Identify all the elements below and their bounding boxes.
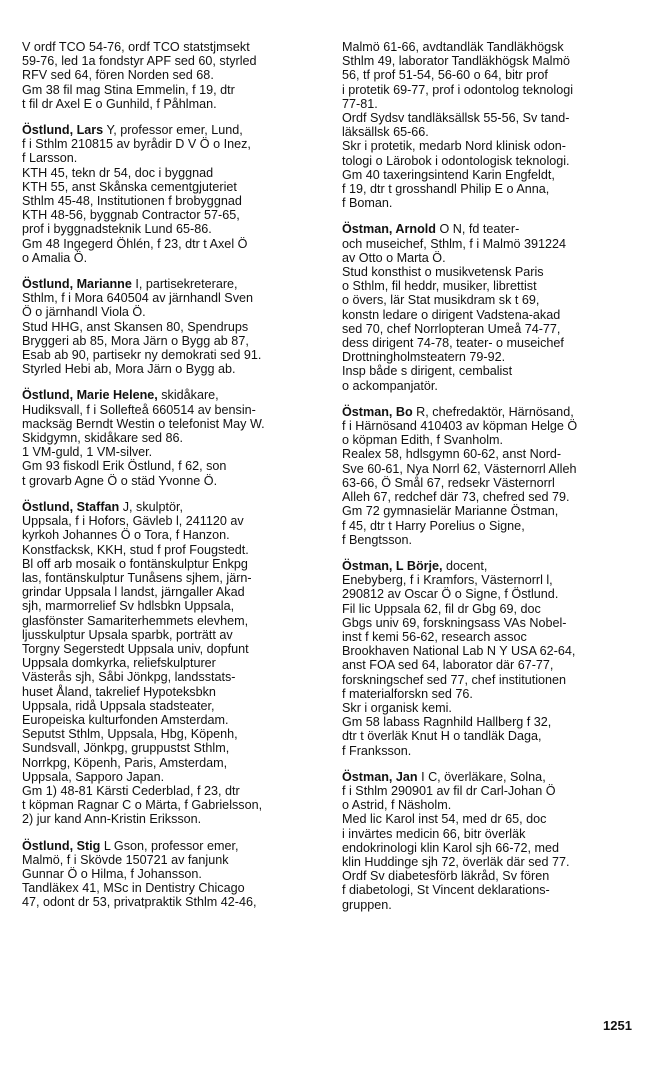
entry-line: Drottningholmsteatern 79-92.: [342, 350, 506, 365]
entry-line: Malmö, f i Skövde 150721 av fanjunk: [22, 852, 229, 867]
entry-text: R, chefredaktör, Härnösand,: [412, 404, 574, 419]
entry-line: f Franksson.: [342, 743, 412, 758]
biography-entry: [22, 388, 334, 487]
entry-line: Gm 93 fiskodl Erik Östlund, f 62, son: [22, 459, 227, 474]
entry-line: f i Sthlm 210815 av byrådir D V Ö o Inez,: [22, 137, 251, 152]
entry-line: Seputst Sthlm, Uppsala, Hbg, Köpenh,: [22, 727, 238, 742]
entry-line: o Astrid, f Näsholm.: [342, 798, 452, 813]
biography-entry: [342, 405, 654, 547]
biography-entry: [22, 839, 334, 910]
entry-line: Esab ab 90, partisekr ny demokrati sed 91.: [22, 348, 262, 363]
person-name: Östman, Bo: [342, 404, 413, 419]
entry-line: gruppen.: [342, 897, 392, 912]
page-number: 1251: [603, 1018, 632, 1033]
entry-line: f Boman.: [342, 196, 393, 211]
entry-line: Bryggeri ab 85, Mora Järn o Bygg ab 87,: [22, 333, 249, 348]
person-name: Östlund, Lars: [22, 123, 104, 138]
entry-line: [22, 277, 334, 291]
entry-line: 2) jur kand Ann-Kristin Eriksson.: [22, 812, 202, 827]
entry-line: forskningschef sed 77, chef institutionen: [342, 672, 567, 687]
entry-line: [22, 839, 334, 853]
entry-line: Gbgs univ 69, forskningsass VAs Nobel-: [342, 615, 567, 630]
entry-line: KTH 48-56, byggnab Contractor 57-65,: [22, 208, 240, 223]
entry-line: Torgny Segerstedt Uppsala univ, dopfunt: [22, 641, 249, 656]
entry-line: i protetik 69-77, prof i odontolog teknologi: [342, 82, 574, 97]
entry-line: Styrled Hebi ab, Mora Järn o Bygg ab.: [22, 362, 236, 377]
entry-line: prof i byggnadsteknik Lund 65-86.: [22, 222, 212, 237]
biography-entry: [22, 123, 334, 265]
entry-line: 47, odont dr 53, privatpraktik Sthlm 42-46,: [22, 895, 257, 910]
entry-line: Insp både s dirigent, cembalist: [342, 364, 513, 379]
entry-line: f i Härnösand 410403 av köpman Helge Ö: [342, 419, 578, 434]
entry-line: anst FOA sed 64, laborator där 67-77,: [342, 658, 554, 673]
entry-line: läksällsk 65-66.: [342, 125, 429, 140]
biography-entry: [342, 770, 654, 912]
entry-text: L Gson, professor emer,: [100, 838, 239, 853]
entry-line: o Sthlm, fil heddr, musiker, librettist: [342, 279, 537, 294]
entry-line: [342, 405, 654, 419]
entry-line: Realex 58, hdlsgymn 60-62, anst Nord-: [342, 447, 562, 462]
person-name: Östman, L Börje,: [342, 558, 443, 573]
entry-line: konstn ledare o dirigent Vadstena-akad: [342, 307, 561, 322]
entry-line: kyrkoh Johannes Ö o Tora, f Hanzon.: [22, 528, 230, 543]
entry-line: sed 70, chef Norrlopteran Umeå 74-77,: [342, 321, 561, 336]
person-name: Östlund, Marianne: [22, 277, 132, 292]
person-name: Östlund, Staffan: [22, 499, 120, 514]
entry-line: Europeiska kulturfonden Amsterdam.: [22, 712, 229, 727]
entry-line: Norrkpg, Köpenh, Paris, Amsterdam,: [22, 755, 228, 770]
entry-line: huset Åland, takrelief Hypoteksbkn: [22, 684, 216, 699]
entry-line: Sundsvall, Jönkpg, gruppustst Sthlm,: [22, 741, 230, 756]
entry-line: Gm 72 gymnasielär Marianne Östman,: [342, 504, 559, 519]
entry-line: [22, 123, 334, 137]
entry-line: klin Huddinge sjh 72, överläk där sed 77.: [342, 854, 570, 869]
entry-line: endokrinologi klin Karol sjh 66-72, med: [342, 840, 560, 855]
entry-line: o Amalia Ö.: [22, 250, 88, 265]
entry-line: dtr t överläk Knut H o tandläk Daga,: [342, 729, 542, 744]
person-name: Östman, Jan: [342, 769, 418, 784]
entry-line: o ackompanjatör.: [342, 378, 438, 393]
entry-line: f 19, dtr t grosshandl Philip E o Anna,: [342, 182, 550, 197]
entry-line: Fil lic Uppsala 62, fil dr Gbg 69, doc: [342, 601, 541, 616]
entry-line: av Otto o Marta Ö.: [342, 250, 446, 265]
person-name: Östlund, Marie Helene,: [22, 388, 158, 403]
entry-line: o köpman Edith, f Svanholm.: [342, 433, 504, 448]
entry-line: Ordf Sv diabetesförb läkråd, Sv fören: [342, 869, 550, 884]
entry-line: Gm 1) 48-81 Kärsti Cederblad, f 23, dtr: [22, 783, 240, 798]
entry-line: Sthlm 49, laborator Tandläkhögsk Malmö: [342, 54, 570, 69]
entry-text: skidåkare,: [157, 388, 219, 403]
biography-entry: [22, 277, 334, 376]
entry-line: 59-76, led 1a fondstyr APF sed 60, styrled: [22, 54, 257, 69]
entry-line: Konstfacksk, KKH, stud f prof Fougstedt.: [22, 542, 249, 557]
entry-line: Gm 38 fil mag Stina Emmelin, f 19, dtr: [22, 82, 235, 97]
entry-line: Med lic Karol inst 54, med dr 65, doc: [342, 812, 547, 827]
right-column: [342, 40, 654, 924]
entry-line: Uppsala, f i Hofors, Gävleb l, 241120 av: [22, 514, 244, 529]
entry-line: Uppsala, ridå Uppsala stadsteater,: [22, 698, 215, 713]
entry-line: t grovarb Agne Ö o städ Yvonne Ö.: [22, 473, 218, 488]
entry-line: [22, 500, 334, 514]
biography-entry: [22, 500, 334, 827]
entry-line: t fil dr Axel E o Gunhild, f Påhlman.: [22, 96, 217, 111]
entry-line: 77-81.: [342, 96, 378, 111]
entry-line: sjh, marmorrelief Sv hdlsbkn Uppsala,: [22, 599, 235, 614]
entry-line: Sthlm 45-48, Institutionen f brobyggnad: [22, 194, 242, 209]
entry-line: Sthlm, f i Mora 640504 av järnhandl Sven: [22, 291, 254, 306]
entry-line: o övers, lär Stat musikdram sk t 69,: [342, 293, 540, 308]
entry-line: Gm 40 taxeringsintend Karin Engfeldt,: [342, 167, 555, 182]
entry-line: Enebyberg, f i Kramfors, Västernorrl l,: [342, 573, 553, 588]
entry-line: Stud HHG, anst Skansen 80, Spendrups: [22, 319, 249, 334]
entry-text: docent,: [442, 558, 488, 573]
entry-text: O N, fd teater-: [436, 222, 520, 237]
entry-line: dess dirigent 74-78, teater- o museichef: [342, 336, 564, 351]
entry-line: Brookhaven National Lab N Y USA 62-64,: [342, 644, 576, 659]
entry-line: [342, 559, 654, 573]
entry-line: Gunnar Ö o Hilma, f Johansson.: [22, 866, 202, 881]
entry-line: f materialforskn sed 76.: [342, 686, 473, 701]
entry-line: Malmö 61-66, avdtandläk Tandläkhögsk: [342, 40, 564, 54]
entry-line: macksäg Berndt Westin o telefonist May W.: [22, 416, 265, 431]
entry-line: [22, 388, 334, 402]
entry-line: Stud konsthist o musikvetensk Paris: [342, 265, 544, 280]
entry-line: Uppsala, Sapporo Japan.: [22, 769, 165, 784]
entry-line: Tandläkex 41, MSc in Dentistry Chicago: [22, 881, 245, 896]
entry-line: 290812 av Oscar Ö o Signe, f Östlund.: [342, 587, 559, 602]
entry-line: 56, tf prof 51-54, 56-60 o 64, bitr prof: [342, 68, 548, 83]
entry-text: J, skulptör,: [119, 499, 183, 514]
entry-line: Sve 60-61, Nya Norrl 62, Västernorrl Alleh: [342, 461, 577, 476]
entry-line: Ö o järnhandl Viola Ö.: [22, 305, 146, 320]
entry-line: Västerås sjh, Såbi Jönkpg, landsstats-: [22, 670, 236, 685]
entry-line: Skr i protetik, medarb Nord klinisk odon-: [342, 139, 566, 154]
left-column: [22, 40, 334, 922]
entry-line: f 45, dtr t Harry Porelius o Signe,: [342, 518, 525, 533]
entry-line: inst f kemi 56-62, research assoc: [342, 629, 527, 644]
entry-line: KTH 45, tekn dr 54, doc i byggnad: [22, 165, 214, 180]
entry-line: f i Sthlm 290901 av fil dr Carl-Johan Ö: [342, 783, 556, 798]
entry-line: KTH 55, anst Skånska cementgjuteriet: [22, 179, 237, 194]
entry-line: i invärtes medicin 66, bitr överläk: [342, 826, 526, 841]
person-name: Östman, Arnold: [342, 222, 436, 237]
entry-line: tologi o Lärobok i odontologisk teknologi.: [342, 153, 570, 168]
biography-entry: [342, 222, 654, 392]
entry-line: grindar Uppsala l landst, järngaller Akad: [22, 585, 245, 600]
biography-entry-continued: [22, 40, 334, 111]
entry-line: t köpman Ragnar C o Märta, f Gabrielsson,: [22, 798, 263, 813]
entry-line: Alleh 67, redchef där 73, chefred sed 79.: [342, 490, 570, 505]
entry-line: las, fontänskulptur Tunåsens sjhem, järn-: [22, 570, 252, 585]
entry-line: f Bengtsson.: [342, 532, 413, 547]
entry-line: V ordf TCO 54-76, ordf TCO statstjmsekt: [22, 40, 250, 54]
entry-line: Skr i organisk kemi.: [342, 700, 452, 715]
entry-line: Uppsala domkyrka, reliefskulpturer: [22, 656, 216, 671]
entry-line: glasfönster Samariterhemmets elevhem,: [22, 613, 249, 628]
entry-line: [342, 222, 654, 236]
entry-line: RFV sed 64, fören Norden sed 68.: [22, 68, 214, 83]
entry-text: Y, professor emer, Lund,: [103, 123, 243, 138]
entry-text: I C, överläkare, Solna,: [417, 769, 546, 784]
person-name: Östlund, Stig: [22, 838, 101, 853]
entry-line: ljusskulptur Upsala sparbk, porträtt av: [22, 627, 233, 642]
entry-line: Skidgymn, skidåkare sed 86.: [22, 431, 184, 446]
entry-line: f diabetologi, St Vincent deklarations-: [342, 883, 550, 898]
entry-line: Ordf Sydsv tandläksällsk 55-56, Sv tand-: [342, 111, 570, 126]
entry-line: [342, 770, 654, 784]
biography-entry: [342, 559, 654, 758]
biography-entry-continued: [342, 40, 654, 210]
entry-line: Bl off arb mosaik o fontänskulptur Enkpg: [22, 556, 248, 571]
entry-line: f Larsson.: [22, 151, 78, 166]
entry-line: Gm 58 labass Ragnhild Hallberg f 32,: [342, 715, 552, 730]
entry-text: I, partisekreterare,: [131, 277, 238, 292]
entry-line: och museichef, Sthlm, f i Malmö 391224: [342, 236, 566, 251]
entry-line: Hudiksvall, f i Sollefteå 660514 av bensin-: [22, 402, 256, 417]
entry-line: 63-66, Ö Smål 67, redsekr Västernorrl: [342, 475, 555, 490]
entry-line: 1 VM-guld, 1 VM-silver.: [22, 445, 153, 460]
entry-line: Gm 48 Ingegerd Öhlén, f 23, dtr t Axel Ö: [22, 236, 248, 251]
